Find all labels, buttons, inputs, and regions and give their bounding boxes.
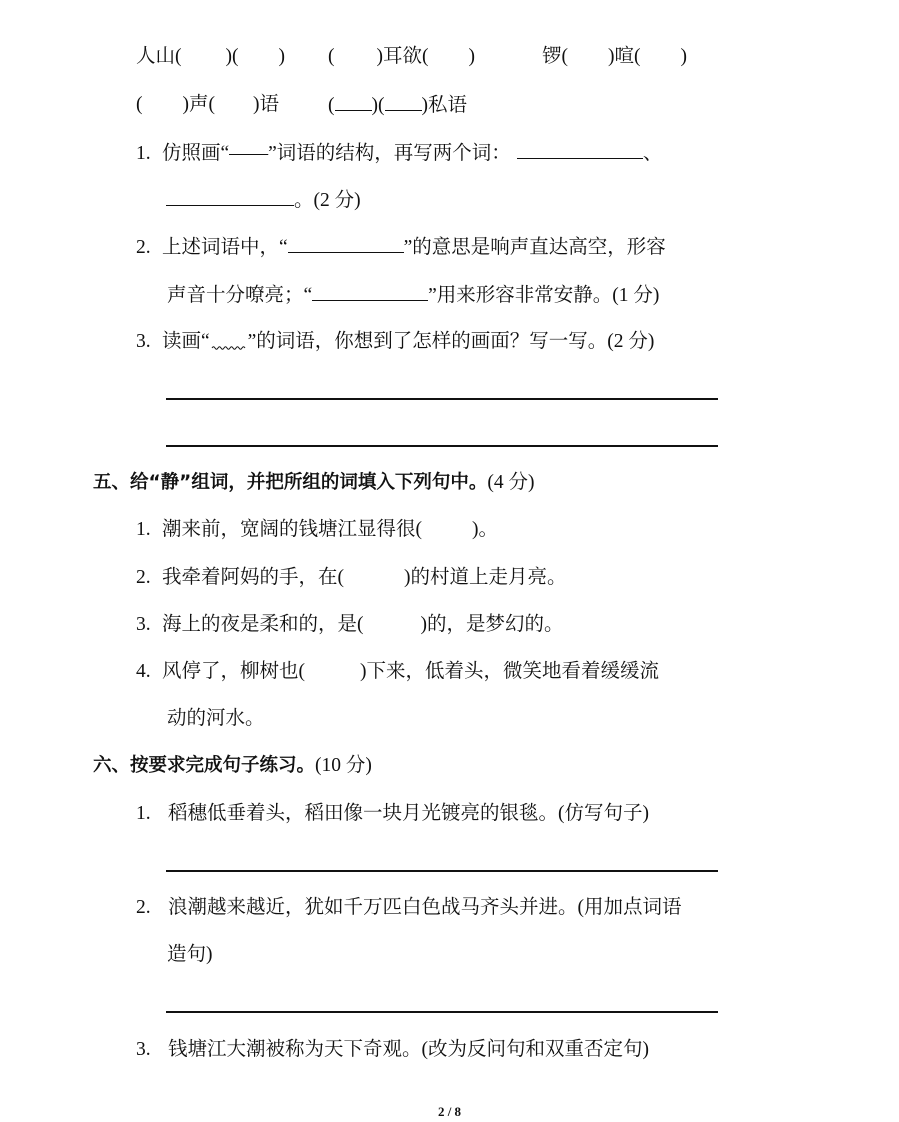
- item-text: )的，是梦幻的。: [420, 614, 564, 635]
- section-6-item-2-cont: [167, 942, 213, 968]
- idiom-1: [136, 44, 285, 70]
- question-text: ”的词语，你想到了怎样的画面？写一写。(2 分): [247, 331, 655, 352]
- item-text: 钱塘江大潮被称为天下奇观。: [168, 1039, 422, 1060]
- idiom-text: )耳欲(: [376, 46, 429, 67]
- idiom-3: [542, 44, 687, 70]
- item-number: 4.: [136, 661, 151, 682]
- idiom-text: (: [328, 46, 335, 67]
- section-6-item-3: [136, 1037, 649, 1063]
- item-text: 我牵着阿妈的手，在(: [162, 567, 344, 588]
- idiom-text: )喧(: [608, 46, 641, 67]
- section-5-item-4: [136, 659, 659, 685]
- question-4-1: [136, 140, 662, 167]
- idiom-text: ): [468, 46, 475, 67]
- section-6-item-2: [136, 895, 682, 921]
- answer-blank[interactable]: [335, 92, 372, 111]
- section-5-item-1: [136, 517, 498, 543]
- item-number: 1.: [136, 803, 151, 824]
- answer-blank[interactable]: [385, 92, 422, 111]
- question-4-2: [136, 234, 666, 261]
- question-text: ”的意思是响声直达高空，形容: [403, 237, 666, 258]
- question-4-3: [136, 329, 654, 355]
- item-text: )下来，低着头，微笑地看着缓缓流: [360, 661, 659, 682]
- section-score: (10 分): [315, 755, 372, 776]
- answer-line[interactable]: [166, 870, 718, 872]
- answer-line[interactable]: [166, 398, 718, 400]
- item-number: 2.: [136, 897, 151, 918]
- section-title: 六、按要求完成句子练习。: [93, 755, 316, 776]
- item-requirement: (用加点词语: [577, 897, 682, 918]
- wavy-underline-icon: [210, 329, 248, 347]
- idiom-text: )(: [371, 95, 385, 116]
- question-text: 、: [642, 143, 663, 164]
- question-4-2-cont: [167, 282, 659, 309]
- section-5-item-4-cont: [167, 706, 265, 732]
- section-6-item-1: [136, 801, 649, 827]
- idiom-2: [328, 44, 475, 70]
- idiom-text: )(: [225, 46, 239, 67]
- item-text: 稻穗低垂着头，稻田像一块月光镀亮的银毯。: [168, 803, 559, 824]
- item-text: 潮来前，宽阔的钱塘江显得很(: [162, 519, 422, 540]
- item-number: 1.: [136, 519, 151, 540]
- idiom-text: )声(: [182, 94, 215, 115]
- answer-blank[interactable]: [517, 140, 643, 159]
- question-text: ”用来形容非常安静。(1 分): [428, 285, 660, 306]
- idiom-4: [136, 92, 279, 118]
- answer-line[interactable]: [166, 1011, 718, 1013]
- question-text: 上述词语中，“: [162, 237, 288, 258]
- question-text: 仿照画“——”词语的结构，再写两个词：: [162, 143, 511, 164]
- answer-blank[interactable]: [288, 234, 404, 253]
- item-text: )的村道上走月亮。: [404, 567, 567, 588]
- section-score: (4 分): [487, 472, 535, 493]
- idiom-text: )语: [253, 94, 279, 115]
- section-6-heading: [93, 753, 372, 779]
- item-number: 3.: [136, 614, 151, 635]
- item-text: 动的河水。: [167, 708, 265, 729]
- idiom-text: ): [680, 46, 687, 67]
- answer-blank[interactable]: [166, 187, 294, 206]
- item-number: 3.: [136, 1039, 151, 1060]
- idiom-text: 人山(: [136, 46, 182, 67]
- item-requirement: 造句): [167, 944, 213, 965]
- idiom-text: ): [278, 46, 285, 67]
- question-score: 。(2 分): [294, 190, 361, 211]
- idiom-5: [328, 92, 467, 119]
- question-number: 2.: [136, 237, 151, 258]
- idiom-text: (: [328, 95, 335, 116]
- section-5-heading: [93, 470, 534, 496]
- question-number: 3.: [136, 331, 151, 352]
- idiom-text: (: [136, 94, 143, 115]
- question-4-1-cont: [166, 187, 361, 214]
- item-requirement: (改为反问句和双重否定句): [421, 1039, 650, 1060]
- item-text: 浪潮越来越近，犹如千万匹白色战马齐头并进。: [168, 897, 578, 918]
- section-5-item-2: [136, 565, 567, 591]
- item-requirement: (仿写句子): [558, 803, 650, 824]
- page-number: 2 / 8: [437, 1104, 462, 1119]
- idiom-text: )私语: [421, 95, 467, 116]
- answer-line[interactable]: [166, 445, 718, 447]
- answer-blank[interactable]: [312, 282, 428, 301]
- item-text: 海上的夜是柔和的，是(: [162, 614, 364, 635]
- section-title: 五、给“静”组词，并把所组的词填入下列句中。: [93, 472, 488, 493]
- question-text: 声音十分嘹亮；“: [167, 285, 313, 306]
- item-text: )。: [472, 519, 498, 540]
- section-5-item-3: [136, 612, 564, 638]
- idiom-text: 锣(: [542, 46, 568, 67]
- question-number: 1.: [136, 143, 151, 164]
- question-text: 读画“: [162, 331, 210, 352]
- item-number: 2.: [136, 567, 151, 588]
- item-text: 风停了，柳树也(: [162, 661, 305, 682]
